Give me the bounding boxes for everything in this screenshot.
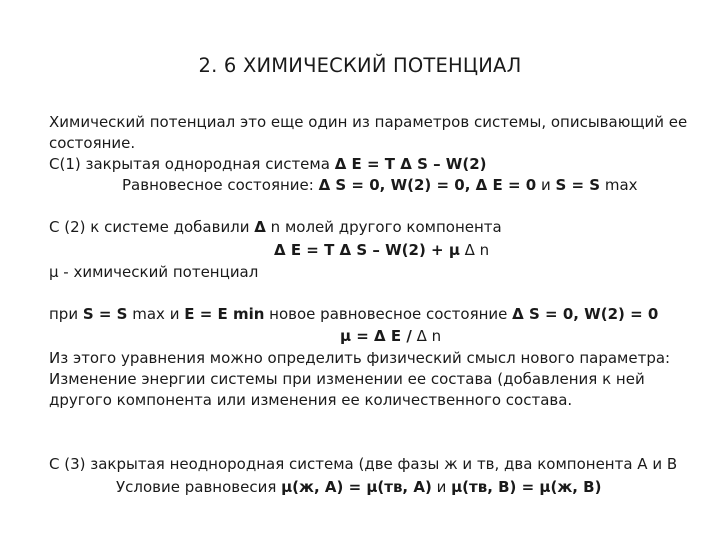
case1-line <box>49 154 487 175</box>
eq-emin: E = E min <box>184 305 265 323</box>
case3-condition-line <box>116 477 601 498</box>
equilibrium-line-3: Из этого уравнения можно определить физический смысл нового параметра: <box>49 349 671 367</box>
case2-line <box>49 217 502 238</box>
eq-condition: Δ S = 0, W(2) = 0 <box>512 305 659 323</box>
case3-cond-a: μ(ж, А) = μ(тв, А) <box>281 478 432 496</box>
equilibrium-line-4: Изменение энергии системы при изменении ее состава (добавления к ней <box>49 370 645 388</box>
case1-eq-label: Равновесное состояние: <box>122 176 319 194</box>
case1-eq-smax: S = S <box>555 176 601 194</box>
intro-line-1: Химический потенциал это еще один из параметров системы, описывающий ее <box>49 113 688 131</box>
case2-delta: Δ <box>254 218 266 236</box>
case1-eq-condition: Δ S = 0, W(2) = 0, Δ E = 0 <box>318 176 537 194</box>
case3-and: и <box>431 478 452 496</box>
case1-equilibrium-line <box>122 175 638 196</box>
equilibrium-line-5: другого компонента или изменения ее количественного состава. <box>49 391 573 409</box>
equilibrium-line-1 <box>49 304 658 325</box>
mu-equation <box>340 326 441 347</box>
case1-prefix: С(1) закрытая однородная система <box>49 155 335 173</box>
slide-title: 2. 6 ХИМИЧЕСКИЙ ПОТЕНЦИАЛ <box>198 54 522 77</box>
case1-equation: Δ E = T Δ S – W(2) <box>334 155 487 173</box>
mu-definition: μ - химический потенциал <box>49 263 259 281</box>
eq-smax: S = S <box>82 305 128 323</box>
case3-line-1: С (3) закрытая неоднородная система (две фазы ж и тв, два компонента А и В <box>49 455 678 473</box>
case3-cond-b: μ(тв, В) = μ(ж, В) <box>451 478 602 496</box>
case2-prefix: С (2) к системе добавили <box>49 218 255 236</box>
case2-equation-tail: Δ n <box>459 241 490 259</box>
eq-text-2: max и <box>127 305 185 323</box>
case3-label: Условие равновесия <box>116 478 282 496</box>
eq-text-3: новое равновесное состояние <box>264 305 513 323</box>
eq-text-1: при <box>49 305 83 323</box>
case2-suffix: n молей другого компонента <box>265 218 502 236</box>
case2-equation-line <box>274 240 489 261</box>
mu-equation-main: μ = Δ E / <box>340 327 412 345</box>
case1-eq-and: и <box>536 176 556 194</box>
case1-eq-max-sub: max <box>600 176 638 194</box>
mu-equation-tail: Δ n <box>411 327 442 345</box>
case2-equation: Δ E = T Δ S – W(2) + μ <box>274 241 460 259</box>
intro-line-2: состояние. <box>49 134 136 152</box>
